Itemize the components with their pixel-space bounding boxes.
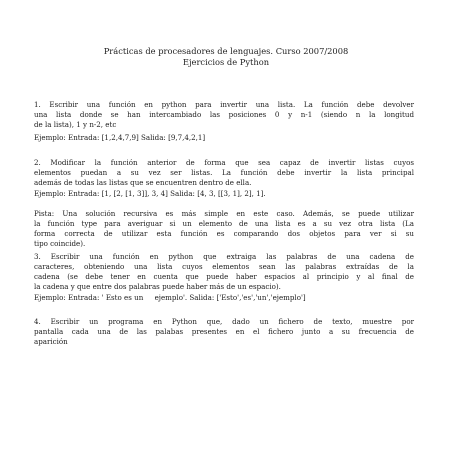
exercise-1-example-text: Ejemplo: Entrada: [1,2,4,7,9] Salida: [9,7,4,2,1] bbox=[34, 133, 206, 142]
exercise-2-example-text: Ejemplo: Entrada: [1, [2, [1, 3]], 3, 4] Salida: [4, 3, [[3, 1], 2], 1]. bbox=[34, 189, 266, 198]
exercise-4-line: aparición bbox=[34, 337, 68, 347]
exercise-3-line: la cadena y que entre dos palabras puede haber más de un espacio). bbox=[34, 282, 281, 292]
exercise-3-line: caracteres, obteniendo una lista cuyos elementos sean las palabras extraídas de la bbox=[34, 262, 414, 272]
exercise-3-line: 3. Escribir una función en python que extraiga las palabras de una cadena de bbox=[34, 252, 414, 261]
exercise-1-line: una lista donde se han intercambiado las posiciones 0 y n-1 (siendo n la longitud bbox=[34, 110, 414, 120]
exercise-2-hint-line: forma correcta de utilizar esta función es comparando dos objetos para ver si su bbox=[34, 229, 414, 239]
exercise-1-line: de la lista), 1 y n-2, etc bbox=[34, 120, 117, 130]
exercise-3-statement bbox=[34, 252, 414, 292]
exercise-2-line: elementos puedan a su vez ser listas. La función debe invertir la lista principal bbox=[34, 168, 414, 178]
exercise-4-line: 4. Escribir un programa en Python que, dado un fichero de texto, muestre por bbox=[34, 317, 414, 326]
document-title: Prácticas de procesadores de lenguajes. Curso 2007/2008 bbox=[103, 46, 349, 56]
exercise-2-example bbox=[34, 189, 414, 199]
exercise-1-statement bbox=[34, 100, 414, 130]
exercise-2-hint-line: la función type para averiguar si un elemento de una lista es a su vez otra lista (La bbox=[34, 219, 414, 229]
exercise-3-example bbox=[34, 293, 414, 303]
exercise-2-line: además de todas las listas que se encuentren dentro de ella. bbox=[34, 178, 252, 188]
exercise-1-example bbox=[34, 133, 414, 143]
exercise-1-line: 1. Escribir una función en python para invertir una lista. La función debe devolver bbox=[34, 100, 414, 109]
exercise-4-line: pantalla cada una de las palabas presentes en el fichero junto a su frecuencia de bbox=[34, 327, 414, 337]
document-subtitle: Ejercicios de Python bbox=[182, 57, 270, 67]
exercise-3-example-text: Ejemplo: Entrada: ' Esto es un ejemplo'. Salida: ['Esto','es','un','ejemplo'] bbox=[34, 293, 306, 302]
exercise-4-statement bbox=[34, 317, 414, 347]
exercise-2-line: 2. Modificar la función anterior de forma que sea capaz de invertir listas cuyos bbox=[34, 158, 414, 167]
exercise-2-statement bbox=[34, 158, 414, 188]
exercise-2-hint-line: Pista: Una solución recursiva es más simple en este caso. Además, se puede utilizar bbox=[34, 209, 414, 218]
exercise-2-hint bbox=[34, 209, 414, 249]
exercise-3-line: cadena (se debe tener en cuenta que puede haber espacios al principio y al final de bbox=[34, 272, 414, 282]
exercise-2-hint-line: tipo coincide). bbox=[34, 239, 86, 249]
